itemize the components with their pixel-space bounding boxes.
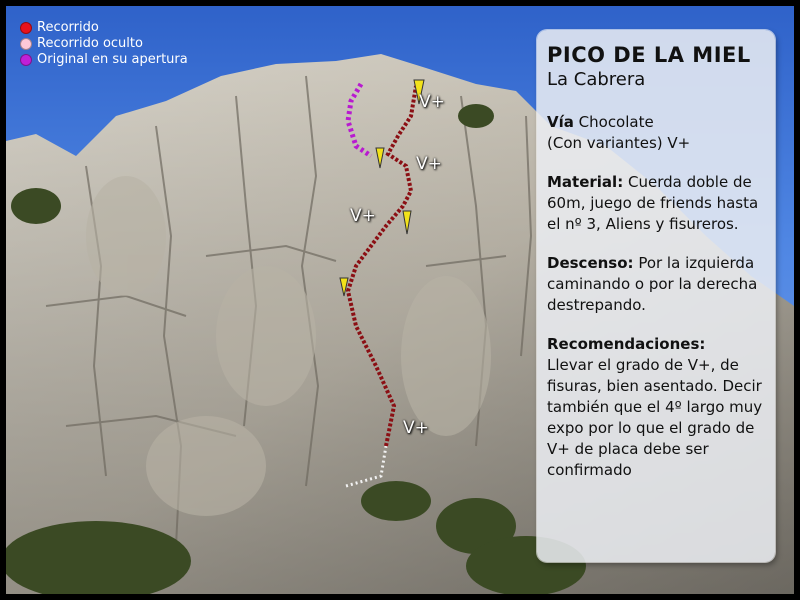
route-legend (20, 20, 188, 68)
descenso-section (547, 253, 765, 316)
descenso-heading: Descenso: (547, 254, 634, 272)
legend-label: Recorrido oculto (37, 36, 143, 51)
material-section (547, 172, 765, 235)
info-card (537, 30, 775, 562)
legend-item-recorrido-oculto (20, 36, 188, 52)
card-title: PICO DE LA MIEL (547, 43, 751, 67)
via-text: Chocolate (578, 113, 654, 131)
card-subtitle: La Cabrera (547, 69, 646, 90)
descenso-text: Por la izquierda caminando o por la derecha destrepando. (547, 254, 758, 314)
grade-label-pitch-1: V+ (403, 418, 429, 438)
purple-dot-icon (20, 54, 32, 66)
recomendaciones-text: Llevar el grado de V+, de fisuras, bien asentado. Decir también que el 4º largo muy expo por lo que el grado de V+ de placa debe ser confirmado (547, 356, 763, 479)
legend-label: Recorrido (37, 20, 99, 35)
pink-dot-icon (20, 38, 32, 50)
grade-label-pitch-3: V+ (416, 154, 442, 174)
legend-label: Original en su apertura (37, 52, 188, 67)
red-dot-icon (20, 22, 32, 34)
via-section (547, 112, 765, 154)
via-heading: Vía (547, 113, 574, 131)
grade-label-pitch-2: V+ (350, 206, 376, 226)
recomendaciones-heading: Recomendaciones: (547, 335, 706, 353)
via-variants: (Con variantes) V+ (547, 134, 691, 152)
grade-label-pitch-4: V+ (419, 92, 445, 112)
legend-item-original (20, 52, 188, 68)
material-heading: Material: (547, 173, 624, 191)
legend-item-recorrido (20, 20, 188, 36)
material-text: Cuerda doble de 60m, juego de friends hasta el nº 3, Aliens y fisureros. (547, 173, 759, 233)
recomendaciones-section (547, 334, 765, 481)
